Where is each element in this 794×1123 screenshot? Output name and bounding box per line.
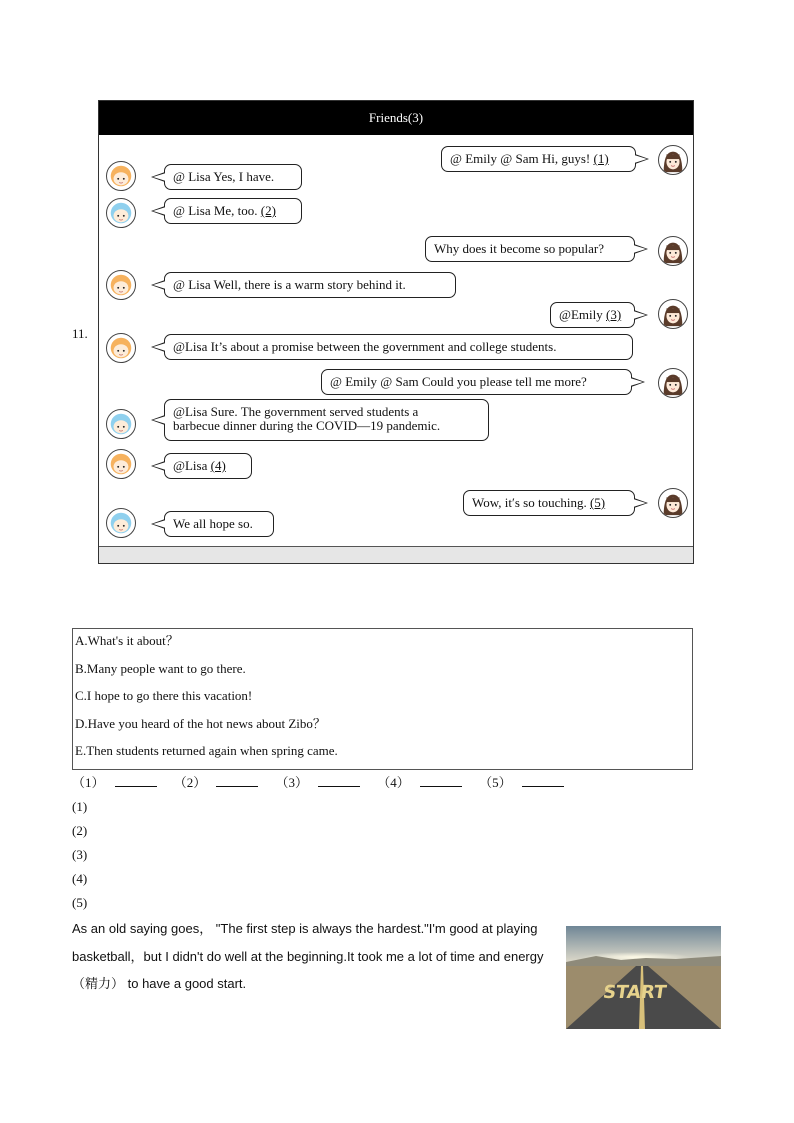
passage-line: （精力） to have a good start. [72,976,247,991]
answer-label: （1） [72,775,105,790]
chat-title: Friends(3) [99,101,693,135]
avatar-lisa [106,449,136,479]
avatar-emily [658,145,688,175]
question-number: 11. [72,326,88,341]
option-b: B.Many people want to go there. [75,660,246,676]
avatar-emily [658,368,688,398]
avatar-emily [658,488,688,518]
chat-bubble-6: @Emily (3) [550,302,635,328]
answer-line: (1) [72,799,88,814]
chat-bubble-4: Why does it become so popular? [425,236,635,262]
start-road-photo [566,926,721,1029]
chat-footer [99,546,693,563]
chat-bubble-11: Wow, it′s so touching. (5) [463,490,635,516]
avatar-sam [106,409,136,439]
chat-bubble-10: @Lisa (4) [164,453,252,479]
answer-blank[interactable] [420,774,462,787]
options-box [72,628,693,770]
avatar-emily [658,236,688,266]
avatar-lisa [106,333,136,363]
answer-label: （3） [275,775,309,790]
passage-line: basketball，but I didn't do well at the beginning.It took me a lot of time and energy [72,948,544,964]
option-d: D.Have you heard of the hot news about Zibo？ [75,715,326,731]
answer-blank[interactable] [216,774,258,787]
avatar-lisa [106,270,136,300]
start-text: START [601,982,668,1003]
option-e: E.Then students returned again when spring came. [75,743,338,758]
answer-label: （4） [377,775,410,790]
chat-bubble-2: @ Lisa Yes, I have. [164,164,302,190]
answer-blank[interactable] [522,774,564,787]
chat-window [98,100,694,564]
chat-bubble-3: @ Lisa Me, too. (2) [164,198,302,224]
chat-bubble-7: @Lisa It’s about a promise between the government and college students. [164,334,633,360]
avatar-lisa [106,161,136,191]
answer-line: (3) [72,847,88,862]
answer-line: (2) [72,823,88,838]
answer-lines [72,798,87,918]
answer-label: （2） [173,775,207,790]
avatar-sam [106,508,136,538]
chat-bubble-8: @ Emily @ Sam Could you please tell me more? [321,369,632,395]
option-c: C.I hope to go there this vacation! [75,688,253,703]
passage-line: As an old saying goes， "The first step is always the hardest."I'm good at playing [72,921,538,936]
passage-text [72,915,552,998]
answer-blank[interactable] [318,774,360,787]
chat-bubble-9: @Lisa Sure. The government served students a barbecue dinner during the COVID—19 pandemic. [164,399,489,441]
chat-bubble-5: @ Lisa Well, there is a warm story behind it. [164,272,456,298]
answer-line: (4) [72,871,88,886]
answer-blank[interactable] [115,774,157,787]
chat-bubble-12: We all hope so. [164,511,274,537]
chat-bubble-1: @ Emily @ Sam Hi, guys! (1) [441,146,636,172]
answer-blanks [72,772,578,791]
option-a: A.What's it about？ [75,633,179,648]
avatar-emily [658,299,688,329]
answer-label: （5） [479,775,512,790]
avatar-sam [106,198,136,228]
answer-line: (5) [72,895,88,910]
